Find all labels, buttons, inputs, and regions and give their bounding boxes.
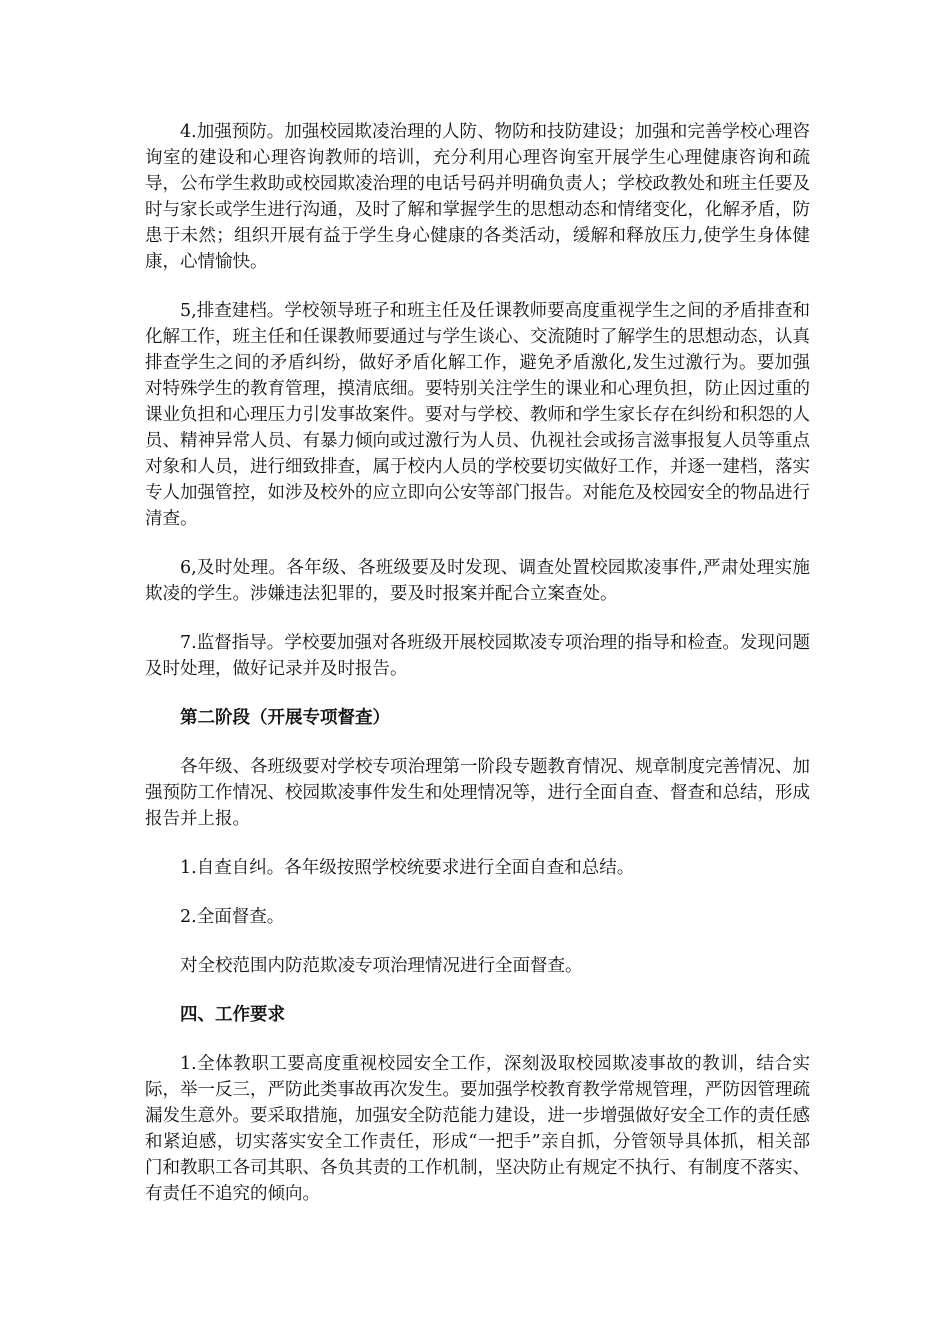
paragraph-requirement-1: 1.全体教职工要高度重视校园安全工作，深刻汲取校园欺凌事故的教训，结合实际，举一反三，严防此类事故再次发生。要加强学校教育教学常规管理，严防因管理疏漏发生意外。要采取措施，加强安全防范能力建设，进一步增强做好安全工作的责任感和紧迫感，切实落实安全工作责任，形成“一把手”亲自抓，分管领导具体抓，相关部门和教职工各司其职、各负其责的工作机制，坚决防止有规定不执行、有制度不落实、有责任不追究的倾向。 <box>145 1054 810 1204</box>
document-body <box>145 119 810 1230</box>
paragraph-6-timely-handling: 6,及时处理。各年级、各班级要及时发现、调查处置校园欺凌事件,严肃处理实施欺凌的学生。涉嫌违法犯罪的，要及时报案并配合立案查处。 <box>145 558 810 604</box>
paragraph-full-supervision-detail: 对全校范围内防范欺凌专项治理情况进行全面督查。 <box>180 956 583 976</box>
heading-stage-two: 第二阶段（开展专项督查） <box>180 708 390 728</box>
paragraph-self-inspection: 1.自查自纠。各年级按照学校统要求进行全面自查和总结。 <box>180 858 635 878</box>
paragraph-7-supervision: 7.监督指导。学校要加强对各班级开展校园欺凌专项治理的指导和检查。发现问题及时处理，做好记录并及时报告。 <box>145 633 810 679</box>
paragraph-full-supervision: 2.全面督查。 <box>180 907 285 927</box>
paragraph-4-strengthen-prevention: 4.加强预防。加强校园欺凌治理的人防、物防和技防建设；加强和完善学校心理咨询室的建设和心理咨询教师的培训，充分利用心理咨询室开展学生心理健康咨询和疏导，公布学生救助或校园欺凌治理的电话号码并明确负责人；学校政教处和班主任要及时与家长或学生进行沟通，及时了解和掌握学生的思想动态和情绪变化，化解矛盾，防患于未然；组织开展有益于学生身心健康的各类活动，缓解和释放压力,使学生身体健康，心情愉快。 <box>145 122 810 272</box>
heading-work-requirements: 四、工作要求 <box>180 1005 285 1025</box>
paragraph-5-investigation-records: 5,排查建档。学校领导班子和班主任及任课教师要高度重视学生之间的矛盾排查和化解工作，班主任和任课教师要通过与学生谈心、交流随时了解学生的思想动态，认真排查学生之间的矛盾纠纷，做好矛盾化解工作，避免矛盾激化,发生过激行为。要加强对特殊学生的教育管理，摸清底细。要特别关注学生的课业和心理负担，防止因过重的课业负担和心理压力引发事故案件。要对与学校、教师和学生家长存在纠纷和积怨的人员、精神异常人员、有暴力倾向或过激行为人员、仇视社会或扬言滋事报复人员等重点对象和人员，进行细致排查，属于校内人员的学校要切实做好工作，并逐一建档，落实专人加强管控，如涉及校外的应立即向公安等部门报告。对能危及校园安全的物品进行清查。 <box>145 301 810 529</box>
paragraph-stage-two-intro: 各年级、各班级要对学校专项治理第一阶段专题教育情况、规章制度完善情况、加强预防工作情况、校园欺凌事件发生和处理情况等，进行全面自查、督查和总结，形成报告并上报。 <box>145 757 810 829</box>
